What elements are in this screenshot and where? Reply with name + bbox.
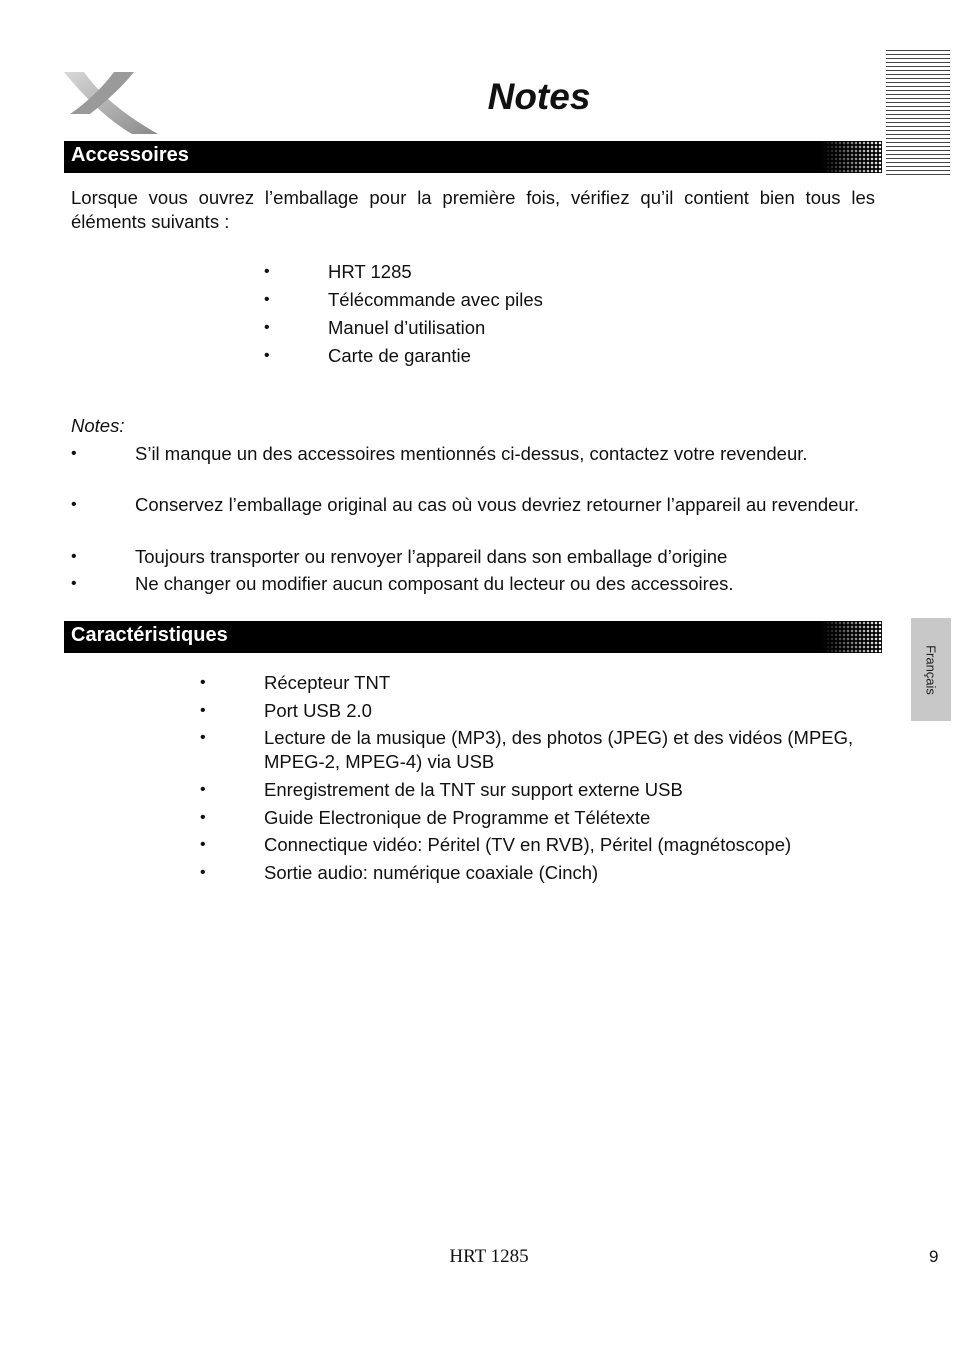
bullet-icon: •	[71, 575, 77, 592]
list-item-text: HRT 1285	[328, 261, 412, 282]
list-item	[200, 833, 860, 861]
bullet-icon: •	[264, 291, 270, 308]
halftone-decoration	[822, 621, 882, 653]
bullet-icon: •	[71, 496, 77, 513]
features-list	[200, 671, 860, 888]
list-item	[200, 806, 860, 833]
list-item-text: Toujours transporter ou renvoyer l’appareil dans son emballage d’origine	[135, 546, 728, 567]
list-item	[200, 726, 860, 778]
list-item	[71, 572, 875, 599]
list-item	[200, 699, 860, 726]
bullet-icon: •	[200, 836, 206, 853]
list-item	[71, 493, 875, 545]
list-item-text: Ne changer ou modifier aucun composant du lecteur ou des accessoires.	[135, 573, 734, 594]
bullet-icon: •	[200, 702, 206, 719]
halftone-decoration	[822, 141, 882, 173]
notes-list	[71, 442, 875, 599]
page-number: 9	[929, 1247, 939, 1266]
accessories-list	[264, 260, 864, 372]
list-item	[200, 861, 860, 888]
section-header-accessoires	[64, 141, 882, 173]
list-item-text: Lecture de la musique (MP3), des photos (JPEG) et des vidéos (MPEG, MPEG-2, MPEG-4) via USB	[264, 727, 854, 772]
list-item-text: Conservez l’emballage original au cas où vous devriez retourner l’appareil au revendeur.	[135, 494, 859, 515]
language-tab	[911, 618, 951, 721]
bullet-icon: •	[200, 729, 206, 746]
list-item	[200, 778, 860, 806]
notes-label: Notes:	[71, 415, 125, 436]
page-title: Notes	[487, 76, 591, 117]
language-label: Français	[923, 644, 939, 695]
section-header-caracteristiques	[64, 621, 882, 653]
footer-model-name: HRT 1285	[449, 1246, 529, 1267]
list-item-text: Manuel d’utilisation	[328, 317, 486, 338]
list-item-text: Port USB 2.0	[264, 700, 372, 721]
bullet-icon: •	[264, 347, 270, 364]
list-item	[71, 545, 875, 572]
list-item	[264, 344, 864, 372]
list-item-text: Sortie audio: numérique coaxiale (Cinch)	[264, 862, 599, 883]
list-item-text: Télécommande avec piles	[328, 289, 543, 310]
bullet-icon: •	[200, 809, 206, 826]
bullet-icon: •	[200, 864, 206, 881]
list-item	[71, 442, 875, 493]
list-item-text: Guide Electronique de Programme et Télétexte	[264, 807, 651, 828]
list-item-text: Enregistrement de la TNT sur support externe USB	[264, 779, 683, 800]
accessories-intro: Lorsque vous ouvrez l’emballage pour la première fois, vérifiez qu’il contient bien tous les éléments suivants :	[71, 187, 875, 232]
list-item	[264, 260, 864, 288]
bullet-icon: •	[71, 445, 77, 462]
section-title: Caractéristiques	[71, 624, 228, 646]
bullet-icon: •	[200, 781, 206, 798]
bullet-icon: •	[264, 319, 270, 336]
bullet-icon: •	[264, 263, 270, 280]
list-item-text: Récepteur TNT	[264, 672, 391, 693]
bullet-icon: •	[71, 548, 77, 565]
list-item-text: Connectique vidéo: Péritel (TV en RVB), Péritel (magnétoscope)	[264, 834, 792, 855]
list-item	[200, 671, 860, 699]
list-item	[264, 288, 864, 316]
list-item	[264, 316, 864, 344]
list-item-text: S’il manque un des accessoires mentionnés ci-dessus, contactez votre revendeur.	[135, 443, 808, 464]
bullet-icon: •	[200, 674, 206, 691]
decorative-stripes	[886, 50, 950, 178]
list-item-text: Carte de garantie	[328, 345, 471, 366]
section-title: Accessoires	[71, 144, 189, 166]
